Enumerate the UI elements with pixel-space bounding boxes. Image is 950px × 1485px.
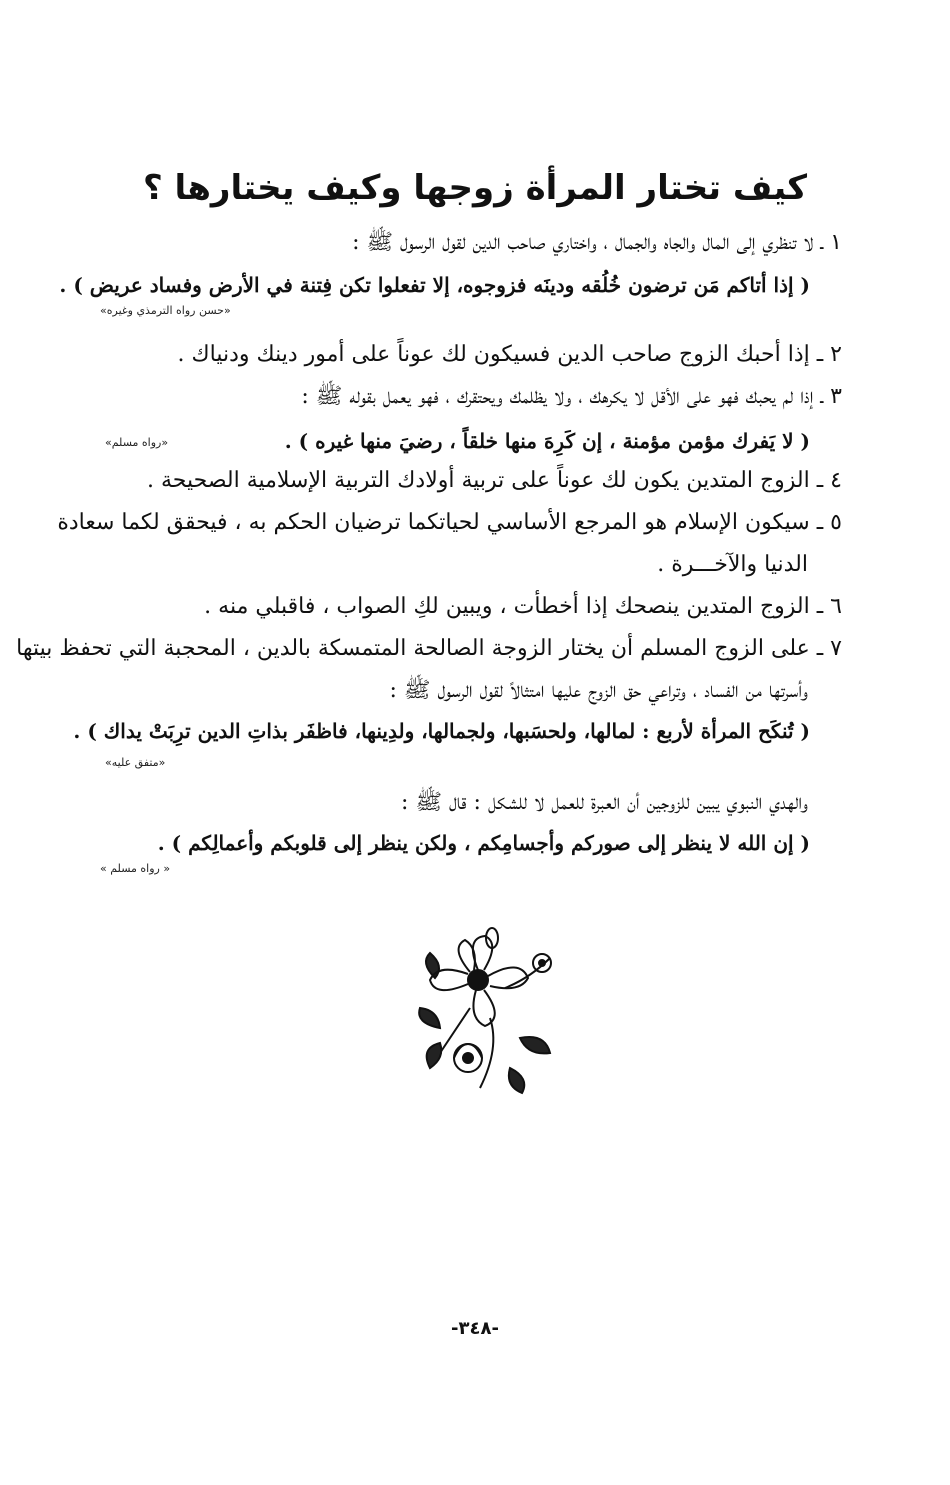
item-7-text: ٧ ـ على الزوج المسلم أن يختار الزوجة الصالحة المتمسكة بالدين ، المحجبة التي تحفظ بيتها: [16, 636, 842, 661]
page-number: -٣٤٨-: [451, 1318, 499, 1339]
item-7-source: «متفق عليه»: [105, 756, 166, 769]
item-6-text: ٦ ـ الزوج المتدين ينصحك إذا أخطأت ، ويبين لكِ الصواب ، فاقبلي منه .: [204, 594, 842, 619]
item-7-quote: ( تُنكَح المرأة لأربع : لمالها، ولحسَبها، ولجمالها، ولدِينها، فاظفَر بذاتِ الدين ترِبَتْ يداك ) .: [73, 719, 810, 743]
closing-source: « رواه مسلم »: [100, 862, 171, 875]
item-5-text-cont: الدنيا والآخـــرة .: [657, 552, 808, 577]
item-2-text: ٢ ـ إذا أحبك الزوج صاحب الدين فسيكون لك عوناً على أمور دينك ودنياك .: [177, 342, 842, 367]
item-4-text: ٤ ـ الزوج المتدين يكون لك عوناً على تربية أولادك التربية الإسلامية الصحيحة .: [147, 468, 842, 493]
item-3-text: ٣ ـ إذا لم يحبك فهو على الأقل لا يكرهك ، ولا يظلمك ويحتقرك ، فهو يعمل بقوله ﷺ :: [301, 384, 842, 409]
item-1-quote: ( إذا أتاكم مَن ترضون خُلُقه ودينَه فزوجوه، إلا تفعلوا تكن فِتنة في الأرض وفساد عريض ) .: [59, 273, 810, 297]
closing-quote: ( إن الله لا ينظر إلى صوركم وأجسامِكم ، ولكن ينظر إلى قلوبكم وأعمالِكم ) .: [157, 831, 810, 855]
closing-text: والهدي النبوي يبين للزوجين أن العبرة للعمل لا للشكل : قال ﷺ :: [401, 790, 808, 815]
item-7-text-cont: وأسرتها من الفساد ، وتراعي حق الزوج عليها امتثالاً لقول الرسول ﷺ :: [389, 678, 808, 703]
item-3-quote: ( لا يَفرك مؤمن مؤمنة ، إن كَرِهَ منها خلقاً ، رضيَ منها غيره ) .: [284, 429, 810, 453]
page-title: كيف تختار المرأة زوجها وكيف يختارها ؟: [143, 168, 807, 208]
item-5-text: ٥ ـ سيكون الإسلام هو المرجع الأساسي لحياتكما ترضيان الحكم به ، فيحقق لكما سعادة: [57, 510, 842, 535]
item-3-source: «رواه مسلم»: [105, 436, 169, 449]
floral-ornament-icon: [410, 918, 562, 1098]
item-1-text: ١ ـ لا تنظري إلى المال والجاه والجمال ، واختاري صاحب الدين لقول الرسول ﷺ :: [352, 230, 842, 255]
item-1-source: «حسن رواه الترمذي وغيره»: [100, 304, 231, 317]
